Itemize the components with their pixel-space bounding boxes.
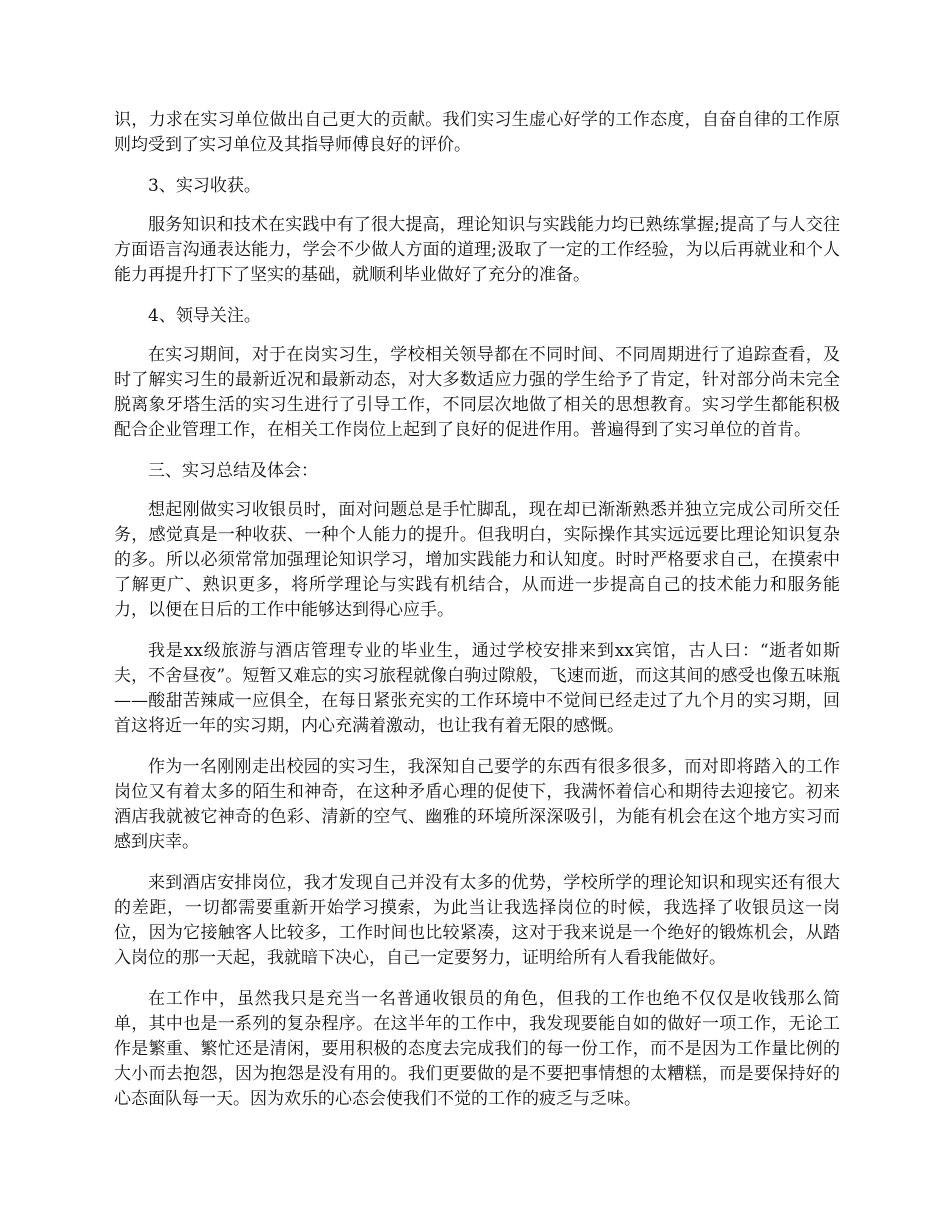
paragraph-summary-1: 想起刚做实习收银员时，面对问题总是手忙脚乱，现在却已渐渐熟悉并独立完成公司所交任务，感觉真是一种收获、一种个人能力的提升。但我明白，实际操作其实远远要比理论知识复杂的多。所以必须常常加强理论知识学习，增加实践能力和认知度。时时严格要求自己，在摸索中了解更广、熟识更多，将所学理论与实践有机结合，从而进一步提高自己的技术能力和服务能力，以便在日后的工作中能够达到得心应手。 <box>114 500 840 620</box>
paragraph-leadership: 在实习期间，对于在岗实习生，学校相关领导都在不同时间、不同周期进行了追踪查看，及时了解实习生的最新近况和最新动态，对大多数适应力强的学生给予了肯定，针对部分尚未完全脱离象牙塔生活的实习生进行了引导工作，不同层次地做了相关的思想教育。实习学生都能积极配合企业管理工作，在相关工作岗位上起到了良好的促进作用。普遍得到了实习单位的首肯。 <box>114 345 840 440</box>
paragraph-summary-4: 来到酒店安排岗位，我才发现自己并没有太多的优势，学校所学的理论知识和现实还有很大的差距，一切都需要重新开始学习摸索，为此当让我选择岗位的时候，我选择了收银员这一岗位，因为它接触客人比较多，工作时间也比较紧凑，这对于我来说是一个绝好的锻炼机会，从踏入岗位的那一天起，我就暗下决心，自己一定要努力，证明给所有人看我能做好。 <box>114 873 840 968</box>
section-heading-summary: 三、实习总结及体会： <box>148 461 318 481</box>
section-heading-leadership: 4、领导关注。 <box>148 306 261 326</box>
section-heading-harvest: 3、实习收获。 <box>148 176 261 196</box>
document-body <box>114 108 840 1128</box>
paragraph-continuation: 识，力求在实习单位做出自己更大的贡献。我们实习生虚心好学的工作态度，自奋自律的工作原则均受到了实习单位及其指导师傅良好的评价。 <box>114 110 840 155</box>
paragraph-summary-2: 我是xx级旅游与酒店管理专业的毕业生，通过学校安排来到xx宾馆，古人曰：“逝者如斯夫，不舍昼夜”。短暂又难忘的实习旅程就像白驹过隙般，飞速而逝，而这其间的感受也像五味瓶——酸甜苦辣咸一应俱全，在每日紧张充实的工作环境中不觉间已经走过了九个月的实习期，回首这将近一年的实习期，内心充满着激动，也让我有着无限的感慨。 <box>114 641 840 736</box>
paragraph-summary-3: 作为一名刚刚走出校园的实习生，我深知自己要学的东西有很多很多，而对即将踏入的工作岗位又有着太多的陌生和神奇，在这种矛盾心理的促使下，我满怀着信心和期待去迎接它。初来酒店我就被它神奇的色彩、清新的空气、幽雅的环境所深深吸引，为能有机会在这个地方实习而感到庆幸。 <box>114 757 840 852</box>
paragraph-summary-5: 在工作中，虽然我只是充当一名普通收银员的角色，但我的工作也绝不仅仅是收钱那么简单，其中也是一系列的复杂程序。在这半年的工作中，我发现要能自如的做好一项工作，无论工作是繁重、繁忙还是清闲，要用积极的态度去完成我们的每一份工作，而不是因为工作量比例的大小而去抱怨，因为抱怨是没有用的。我们更要做的是不要把事情想的太糟糕，而是要保持好的心态面队每一天。因为欢乐的心态会使我们不觉的工作的疲乏与乏味。 <box>114 989 840 1109</box>
paragraph-harvest: 服务知识和技术在实践中有了很大提高，理论知识与实践能力均已熟练掌握;提高了与人交往方面语言沟通表达能力，学会不少做人方面的道理;汲取了一定的工作经验，为以后再就业和个人能力再提升打下了坚实的基础，就顺利毕业做好了充分的准备。 <box>114 215 840 285</box>
